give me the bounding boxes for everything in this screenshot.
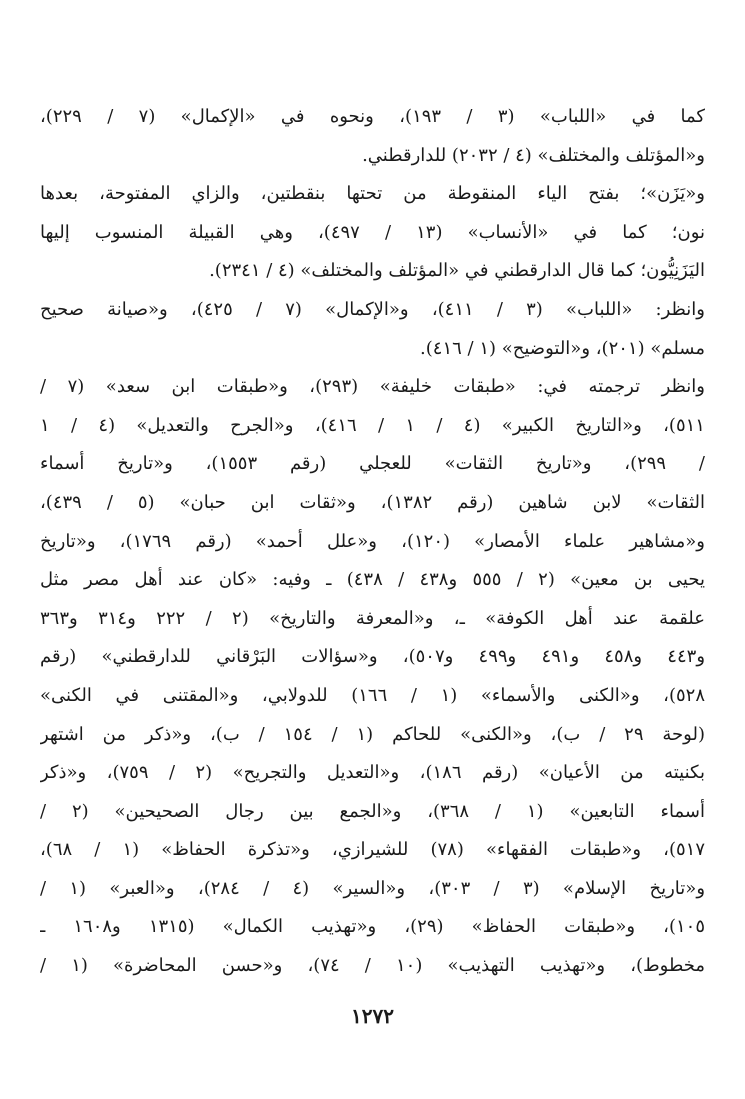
page-number: ١٢٧٢ — [351, 1004, 394, 1028]
text-line: مسلم» (٢٠١)، و«التوضيح» (١ / ٤١٦). — [420, 337, 705, 359]
text-line: اليَزَنِيُّون؛ كما قال الدارقطني في «المؤتلف والمختلف» (٤ / ٢٣٤١). — [209, 260, 705, 282]
page-body — [40, 98, 705, 986]
text-line: ٥١١)، و«التاريخ الكبير» (٤ / ١ / ٤١٦)، و«الجرح والتعديل» (٤ / ١ — [40, 414, 705, 436]
text-line: بكنيته من الأعيان» (رقم ١٨٦)، و«التعديل والتجريح» (٢ / ٧٥٩)، و«ذكر — [40, 762, 705, 784]
paragraph-4 — [40, 368, 705, 986]
text-line: نون؛ كما في «الأنساب» (١٣ / ٤٩٧)، وهي القبيلة المنسوب إليها — [40, 221, 705, 243]
text-line: الثقات» لابن شاهين (رقم ١٣٨٢)، و«ثقات ابن حبان» (٥ / ٤٣٩)، — [40, 491, 705, 513]
text-line: و«تاريخ الإسلام» (٣ / ٣٠٣)، و«السير» (٤ / ٢٨٤)، و«العبر» (١ / — [40, 877, 705, 899]
paragraph-1 — [40, 98, 705, 175]
text-line: و«المؤتلف والمختلف» (٤ / ٢٠٣٢) للدارقطني. — [362, 144, 705, 166]
text-line: و«مشاهير علماء الأمصار» (١٢٠)، و«علل أحمد» (رقم ١٧٦٩)، و«تاريخ — [40, 530, 705, 552]
text-line: وانظر: «اللباب» (٣ / ٤١١)، و«الإكمال» (٧ / ٤٢٥)، و«صيانة صحيح — [40, 298, 705, 320]
text-line: مخطوط)، و«تهذيب التهذيب» (١٠ / ٧٤)، و«حسن المحاضرة» (١ / — [40, 955, 705, 977]
text-line: كما في «اللباب» (٣ / ١٩٣)، ونحوه في «الإكمال» (٧ / ٢٢٩)، — [40, 106, 705, 127]
text-line: و«يَزَن»؛ بفتح الياء المنقوطة من تحتها بنقطتين، والزاي المفتوحة، بعدها — [40, 183, 705, 205]
text-line: علقمة عند أهل الكوفة» ـ، و«المعرفة والتاريخ» (٢ / ٢٢٢ و٣١٤ و٣٦٣ — [40, 607, 705, 629]
text-line: ٥١٧)، و«طبقات الفقهاء» (٧٨) للشيرازي، و«تذكرة الحفاظ» (١ / ٦٨)، — [40, 839, 705, 861]
text-line: / ٢٩٩)، و«تاريخ الثقات» للعجلي (رقم ١٥٥٣)، و«تاريخ أسماء — [40, 453, 705, 475]
paragraph-2 — [40, 175, 705, 291]
text-line: أسماء التابعين» (١ / ٣٦٨)، و«الجمع بين رجال الصحيحين» (٢ / — [40, 800, 705, 822]
paragraph-3 — [40, 291, 705, 368]
text-line: يحيى بن معين» (٢ / ٥٥٥ و٤٣٨ / ٤٣٨) ـ وفيه: «كان عند أهل مصر مثل — [40, 569, 705, 591]
text-line: ٥٢٨)، و«الكنى والأسماء» (١ / ١٦٦) للدولابي، و«المقتنى في الكنى» — [40, 684, 705, 706]
text-line: (لوحة ٢٩ / ب)، و«الكنى» للحاكم (١ / ١٥٤ / ب)، و«ذكر من اشتهر — [40, 723, 705, 745]
text-line: ١٠٥)، و«طبقات الحفاظ» (٢٩)، و«تهذيب الكمال» (١٣١٥ و١٦٠٨ ـ — [40, 916, 705, 938]
text-line: وانظر ترجمته في: «طبقات خليفة» (٢٩٣)، و«طبقات ابن سعد» (٧ / — [40, 376, 705, 398]
text-line: و٤٤٣ و٤٥٨ و٤٩١ و٤٩٩ و٥٠٧)، و«سؤالات البَرْقاني للدارقطني» (رقم — [40, 646, 705, 668]
